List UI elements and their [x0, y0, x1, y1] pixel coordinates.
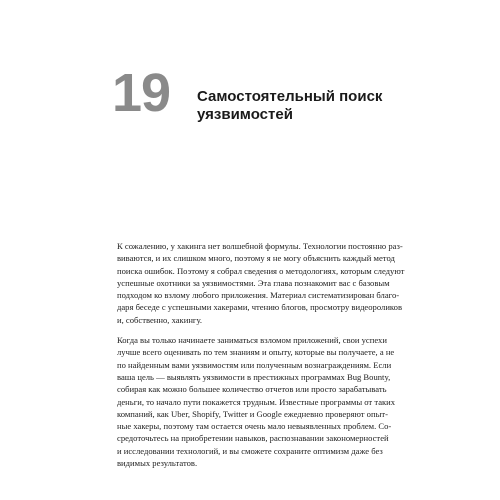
text-line: деньги, то начало пути покажется трудным. Известные программы от таких	[117, 396, 396, 407]
paragraph	[117, 334, 399, 469]
text-line: лучше всего оценивать по тем знаниям и опыту, которые вы получаете, а не	[117, 347, 395, 358]
text-line: даря беседе с успешными хакерами, чтению блогов, просмотру видеороликов	[117, 302, 403, 313]
text-line: видимых результатов.	[117, 458, 198, 469]
text-line: поиска ошибок. Поэтому я собрал сведения о методологиях, которым следуют	[117, 265, 405, 276]
text-line: ные хакеры, поэтому там остается очень мало невыявленных проблем. Со-	[117, 421, 392, 432]
text-line: виваются, и их слишком много, поэтому я не могу объяснить каждый метод	[117, 253, 395, 264]
chapter-title-line: уязвимостей	[197, 106, 293, 123]
text-line: Когда вы только начинаете заниматься взломом приложений, свои успехи	[117, 335, 387, 346]
paragraph	[117, 240, 405, 326]
text-line: и исследовании технологий, и вы сможете сохраните оптимизм даже без	[117, 445, 383, 456]
text-line: по найденным вами уязвимостям или полученным вознаграждениям. Если	[117, 359, 392, 370]
text-line: успешные охотники за уязвимостями. Эта глава познакомит вас с базовым	[117, 277, 390, 288]
text-line: компаний, как Uber, Shopify, Twitter и Google ежедневно проверяют опыт-	[117, 408, 388, 419]
text-line: средоточьтесь на приобретении навыков, распознавании закономерностей	[117, 433, 389, 444]
chapter-title	[197, 88, 397, 124]
chapter-number: 19	[112, 63, 171, 123]
text-line: ваша цель — выявлять уязвимости в престижных программах Bug Bounty,	[117, 371, 391, 382]
text-line: и, собственно, хакингу.	[117, 314, 203, 325]
text-line: подходом ко взлому любого приложения. Материал систематизирован благо-	[117, 290, 400, 301]
text-line: собирая как можно большее количество отчетов или просто зарабатывать	[117, 384, 387, 395]
text-line: К сожалению, у хакинга нет волшебной формулы. Технологии постоянно раз-	[117, 241, 403, 251]
chapter-title-line: Самостоятельный поиск	[197, 88, 383, 105]
body-text	[117, 240, 405, 477]
